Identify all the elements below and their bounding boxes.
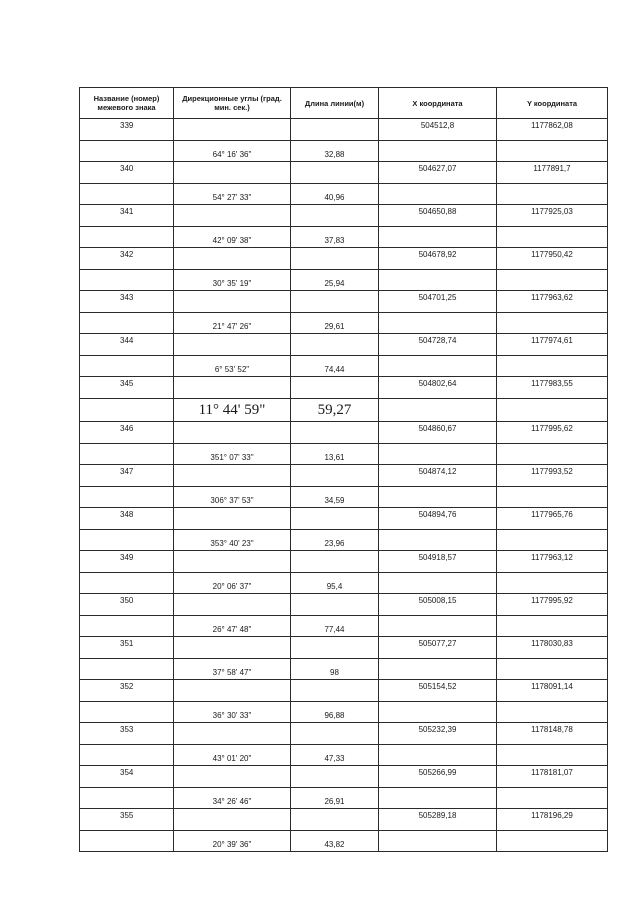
empty-cell: [174, 334, 291, 356]
mark-name-cell: 351: [80, 637, 174, 659]
empty-cell: [291, 334, 379, 356]
empty-cell: [379, 831, 497, 852]
table-row-point: [80, 248, 608, 270]
table-row-point: [80, 680, 608, 702]
empty-cell: [291, 119, 379, 141]
table-row-segment: [80, 356, 608, 377]
table-row-point: [80, 809, 608, 831]
empty-cell: [291, 551, 379, 573]
empty-cell: [174, 680, 291, 702]
table-row-point: [80, 723, 608, 745]
direction-angle-cell: 36° 30' 33": [174, 702, 291, 723]
y-coordinate-cell: 1178181,07: [497, 766, 608, 788]
empty-cell: [497, 184, 608, 205]
line-length-cell: 95,4: [291, 573, 379, 594]
table-row-point: [80, 422, 608, 444]
empty-cell: [497, 745, 608, 766]
y-coordinate-cell: 1178091,14: [497, 680, 608, 702]
empty-cell: [497, 831, 608, 852]
empty-cell: [291, 809, 379, 831]
y-coordinate-cell: 1177965,76: [497, 508, 608, 530]
empty-cell: [174, 248, 291, 270]
empty-cell: [379, 227, 497, 248]
direction-angle-cell: 20° 39' 36": [174, 831, 291, 852]
table-row-point: [80, 291, 608, 313]
line-length-cell: 59,27: [291, 399, 379, 422]
direction-angle-cell: 42° 09' 38": [174, 227, 291, 248]
empty-cell: [80, 788, 174, 809]
table-header: [80, 88, 608, 119]
boundary-coordinates-table: [79, 87, 608, 852]
table-row-segment: [80, 270, 608, 291]
empty-cell: [80, 399, 174, 422]
empty-cell: [80, 831, 174, 852]
empty-cell: [291, 291, 379, 313]
empty-cell: [174, 809, 291, 831]
header-y-coordinate: Y координата: [497, 88, 608, 119]
table-body: [80, 119, 608, 852]
empty-cell: [291, 377, 379, 399]
empty-cell: [174, 551, 291, 573]
x-coordinate-cell: 504678,92: [379, 248, 497, 270]
mark-name-cell: 340: [80, 162, 174, 184]
table-row-segment: [80, 313, 608, 334]
empty-cell: [497, 573, 608, 594]
empty-cell: [497, 399, 608, 422]
empty-cell: [80, 573, 174, 594]
y-coordinate-cell: 1177993,52: [497, 465, 608, 487]
table-row-segment: [80, 530, 608, 551]
y-coordinate-cell: 1177995,92: [497, 594, 608, 616]
direction-angle-cell: 54° 27' 33": [174, 184, 291, 205]
table-row-point: [80, 508, 608, 530]
mark-name-cell: 354: [80, 766, 174, 788]
empty-cell: [174, 205, 291, 227]
empty-cell: [497, 227, 608, 248]
table-row-segment: [80, 141, 608, 162]
empty-cell: [291, 680, 379, 702]
line-length-cell: 26,91: [291, 788, 379, 809]
y-coordinate-cell: 1177995,62: [497, 422, 608, 444]
empty-cell: [174, 465, 291, 487]
mark-name-cell: 355: [80, 809, 174, 831]
table-row-segment: [80, 702, 608, 723]
direction-angle-cell: 353° 40' 23": [174, 530, 291, 551]
empty-cell: [497, 487, 608, 508]
table-row-segment: [80, 616, 608, 637]
y-coordinate-cell: 1177983,55: [497, 377, 608, 399]
empty-cell: [379, 270, 497, 291]
empty-cell: [379, 702, 497, 723]
x-coordinate-cell: 504512,8: [379, 119, 497, 141]
x-coordinate-cell: 505266,99: [379, 766, 497, 788]
y-coordinate-cell: 1178148,78: [497, 723, 608, 745]
mark-name-cell: 341: [80, 205, 174, 227]
empty-cell: [497, 702, 608, 723]
line-length-cell: 98: [291, 659, 379, 680]
table-row-segment: [80, 487, 608, 508]
direction-angle-cell: 21° 47' 26": [174, 313, 291, 334]
direction-angle-cell: 11° 44' 59": [174, 399, 291, 422]
table-row-point: [80, 594, 608, 616]
table-row-point: [80, 766, 608, 788]
empty-cell: [291, 205, 379, 227]
empty-cell: [174, 766, 291, 788]
mark-name-cell: 348: [80, 508, 174, 530]
empty-cell: [379, 356, 497, 377]
empty-cell: [174, 162, 291, 184]
mark-name-cell: 353: [80, 723, 174, 745]
x-coordinate-cell: 505077,27: [379, 637, 497, 659]
table-row-point: [80, 465, 608, 487]
table-row-segment: [80, 227, 608, 248]
y-coordinate-cell: 1177974,61: [497, 334, 608, 356]
empty-cell: [80, 141, 174, 162]
line-length-cell: 13,61: [291, 444, 379, 465]
y-coordinate-cell: 1178030,83: [497, 637, 608, 659]
empty-cell: [174, 594, 291, 616]
empty-cell: [80, 444, 174, 465]
x-coordinate-cell: 504627,07: [379, 162, 497, 184]
empty-cell: [497, 788, 608, 809]
direction-angle-cell: 306° 37' 53": [174, 487, 291, 508]
empty-cell: [80, 659, 174, 680]
mark-name-cell: 345: [80, 377, 174, 399]
table-row-segment: [80, 399, 608, 422]
direction-angle-cell: 64° 16' 36": [174, 141, 291, 162]
empty-cell: [497, 444, 608, 465]
line-length-cell: 37,83: [291, 227, 379, 248]
direction-angle-cell: 34° 26' 46": [174, 788, 291, 809]
empty-cell: [497, 659, 608, 680]
line-length-cell: 32,88: [291, 141, 379, 162]
header-x-coordinate: X координата: [379, 88, 497, 119]
header-direction-angles: Дирекционные углы (град. мин. сек.): [174, 88, 291, 119]
table-row-point: [80, 377, 608, 399]
empty-cell: [80, 356, 174, 377]
direction-angle-cell: 20° 06' 37": [174, 573, 291, 594]
empty-cell: [291, 162, 379, 184]
line-length-cell: 23,96: [291, 530, 379, 551]
empty-cell: [379, 444, 497, 465]
y-coordinate-cell: 1178196,29: [497, 809, 608, 831]
empty-cell: [80, 270, 174, 291]
empty-cell: [291, 465, 379, 487]
table-row-point: [80, 162, 608, 184]
y-coordinate-cell: 1177950,42: [497, 248, 608, 270]
empty-cell: [80, 313, 174, 334]
empty-cell: [174, 291, 291, 313]
line-length-cell: 25,94: [291, 270, 379, 291]
empty-cell: [291, 248, 379, 270]
empty-cell: [379, 313, 497, 334]
empty-cell: [379, 184, 497, 205]
empty-cell: [80, 184, 174, 205]
header-mark-name: Название (номер) межевого знака: [80, 88, 174, 119]
table-row-segment: [80, 831, 608, 852]
line-length-cell: 74,44: [291, 356, 379, 377]
mark-name-cell: 352: [80, 680, 174, 702]
mark-name-cell: 350: [80, 594, 174, 616]
mark-name-cell: 343: [80, 291, 174, 313]
empty-cell: [80, 227, 174, 248]
empty-cell: [379, 616, 497, 637]
mark-name-cell: 347: [80, 465, 174, 487]
mark-name-cell: 342: [80, 248, 174, 270]
y-coordinate-cell: 1177925,03: [497, 205, 608, 227]
y-coordinate-cell: 1177963,62: [497, 291, 608, 313]
table-row-segment: [80, 573, 608, 594]
x-coordinate-cell: 504701,25: [379, 291, 497, 313]
empty-cell: [379, 788, 497, 809]
empty-cell: [80, 487, 174, 508]
x-coordinate-cell: 505232,39: [379, 723, 497, 745]
empty-cell: [80, 616, 174, 637]
table-row-segment: [80, 184, 608, 205]
empty-cell: [497, 616, 608, 637]
table-row-segment: [80, 444, 608, 465]
empty-cell: [291, 422, 379, 444]
empty-cell: [174, 637, 291, 659]
mark-name-cell: 346: [80, 422, 174, 444]
direction-angle-cell: 26° 47' 48": [174, 616, 291, 637]
line-length-cell: 47,33: [291, 745, 379, 766]
empty-cell: [291, 637, 379, 659]
y-coordinate-cell: 1177963,12: [497, 551, 608, 573]
table-row-point: [80, 551, 608, 573]
empty-cell: [291, 766, 379, 788]
line-length-cell: 34,59: [291, 487, 379, 508]
x-coordinate-cell: 505154,52: [379, 680, 497, 702]
direction-angle-cell: 43° 01' 20": [174, 745, 291, 766]
empty-cell: [174, 422, 291, 444]
table-row-segment: [80, 788, 608, 809]
line-length-cell: 29,61: [291, 313, 379, 334]
empty-cell: [80, 702, 174, 723]
empty-cell: [291, 723, 379, 745]
mark-name-cell: 344: [80, 334, 174, 356]
x-coordinate-cell: 504894,76: [379, 508, 497, 530]
header-line-length: Длина линии(м): [291, 88, 379, 119]
empty-cell: [379, 141, 497, 162]
empty-cell: [379, 573, 497, 594]
table-row-point: [80, 637, 608, 659]
x-coordinate-cell: 504874,12: [379, 465, 497, 487]
direction-angle-cell: 351° 07' 33": [174, 444, 291, 465]
direction-angle-cell: 6° 53' 52": [174, 356, 291, 377]
empty-cell: [379, 745, 497, 766]
line-length-cell: 43,82: [291, 831, 379, 852]
empty-cell: [80, 530, 174, 551]
direction-angle-cell: 30° 35' 19": [174, 270, 291, 291]
table-row-segment: [80, 659, 608, 680]
empty-cell: [80, 745, 174, 766]
empty-cell: [497, 313, 608, 334]
empty-cell: [174, 508, 291, 530]
empty-cell: [497, 356, 608, 377]
mark-name-cell: 339: [80, 119, 174, 141]
empty-cell: [291, 594, 379, 616]
line-length-cell: 96,88: [291, 702, 379, 723]
direction-angle-cell: 37° 58' 47": [174, 659, 291, 680]
mark-name-cell: 349: [80, 551, 174, 573]
empty-cell: [291, 508, 379, 530]
x-coordinate-cell: 504728,74: [379, 334, 497, 356]
line-length-cell: 40,96: [291, 184, 379, 205]
y-coordinate-cell: 1177891,7: [497, 162, 608, 184]
y-coordinate-cell: 1177862,08: [497, 119, 608, 141]
empty-cell: [379, 399, 497, 422]
empty-cell: [379, 530, 497, 551]
x-coordinate-cell: 505008,15: [379, 594, 497, 616]
x-coordinate-cell: 505289,18: [379, 809, 497, 831]
table-row-segment: [80, 745, 608, 766]
x-coordinate-cell: 504650,88: [379, 205, 497, 227]
line-length-cell: 77,44: [291, 616, 379, 637]
empty-cell: [497, 530, 608, 551]
empty-cell: [497, 270, 608, 291]
empty-cell: [497, 141, 608, 162]
empty-cell: [174, 119, 291, 141]
empty-cell: [379, 487, 497, 508]
table-row-point: [80, 205, 608, 227]
x-coordinate-cell: 504918,57: [379, 551, 497, 573]
empty-cell: [379, 659, 497, 680]
x-coordinate-cell: 504860,67: [379, 422, 497, 444]
empty-cell: [174, 723, 291, 745]
table-row-point: [80, 334, 608, 356]
table-row-point: [80, 119, 608, 141]
x-coordinate-cell: 504802,64: [379, 377, 497, 399]
empty-cell: [174, 377, 291, 399]
